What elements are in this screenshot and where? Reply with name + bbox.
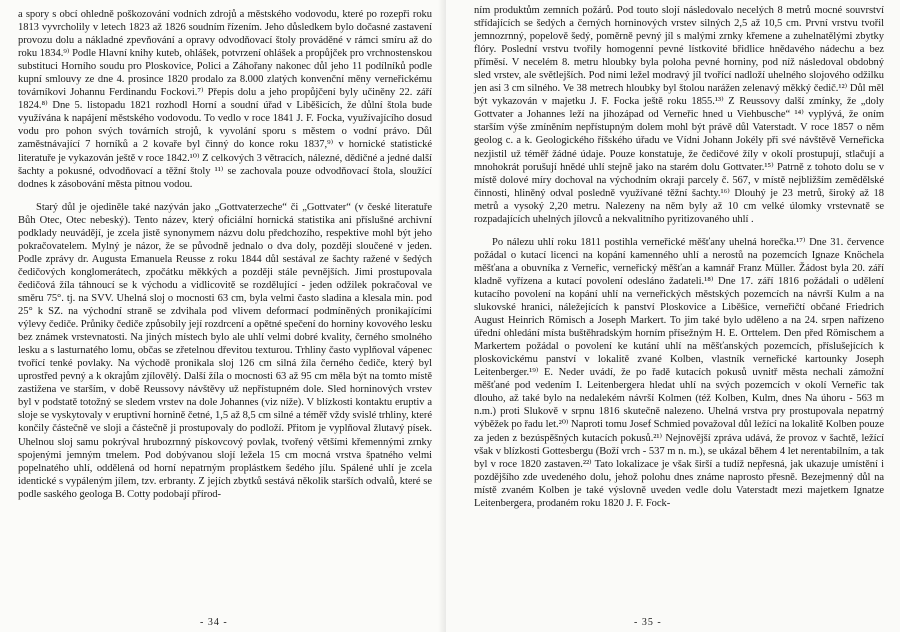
right-page-number: - 35 -	[634, 617, 662, 628]
right-paragraph-2: Po nálezu uhlí roku 1811 postihla verneřické měšťany uhelná horečka.¹⁷⁾ Dne 31. července požádal o kutací licenci na kopání kamenného uhlí a nerostů na pozemcích Ignaze Knöchela měšťana a obuvníka z Verneřic, verneřický měšťan a kamnář Franz Müller. Žádost byla 20. září kladně vyřízena a kutací povolení odesláno žadateli.¹⁸⁾ Dne 17. září 1816 požádali o udělení kutacího povolení na kopání uhlí na verneřických městských pozemcích na návrší Kulm a na slukovské hranici, náležejících k panství Ploskovice a Liběšice, verneřičtí občané Friedrich August Heinrich Römisch a Joseph Markert. To jim také bylo uděleno a na 24. srpen nařízeno úřední ohledání místa buštěhradským horním přísežným H. E. Orttelem. Den před Römischem a Markertem požádal o povolení ke kutání uhlí na měšťanských pozemcích, příslušejících k ploskovickému panství v lokalitě zvané Kolben, vlastník verneřické kartounky Joseph Leitenberger.¹⁹⁾ E. Neder uvádí, že po řadě kutacích pokusů uvnitř města nechali zámožní měšťané pod vedením I. Leitenbergera hledat uhlí na svých pozemcích v okolí Verneřic tak dlouho, až také bylo na nedalekém návrší Kolmen (též Kolben, Kulm, dnes Na úhoru - 563 m n.m.) proti Slukově v srpnu 1816 skutečně nalezeno. Uhelná vrstva pry prostupovala nepatrný výběžek po řadu let.²⁰⁾ Naproti tomu Josef Schmied považoval důl ležící na lokalitě Kolben pouze za jeden z bezúspěšných kutacích pokusů.²¹⁾ Nejnovější zpráva udává, že provoz v šachtě, ležící však v blízkosti Gottesbergu (Boží vrch - 537 m n. m.), se ukázal během 4 let nerentabilním, a tak byl v roce 1820 zastaven.²²⁾ Tato lokalizace je však širší a tudíž nepřesná, jak ukazuje umístění i pozdějšího zde uvedeného dolu, jehož polohu dnes známe naprosto přesně. Bezejmenný důl na místě zvaném Kolben je také výslovně uveden vedle dolu Vaterstadt mezi majetkem Ignatze Leitenbergera, prodaném roku 1820 J. F. Fock-	[474, 236, 884, 509]
left-paragraph-2: Starý důl je ojediněle také nazýván jako „Gottvaterzeche“ či „Gottvater“ (v české literatuře Bůh Otec, Otec nebeský). Tento název, který oficiální hornická statistika ani příslušné archivní podklady neuvádějí, je zcela jistě synonymem názvu dolu předchozího, respektive mohl být jeho pokračovatelem. Mylný je názor, že se původně jednalo o dva doly, později sloučené v jeden. Podle zprávy dr. Augusta Emanuela Reusse z roku 1844 důl sestával ze šachty ražené v šedých čedičových konglomerátech, zpočátku měkkých a později stále pevnějších. Jimi prostupovala čedičová žíla táhnoucí se k východu a vidlicovitě se rozdělující - jeden odžilek pokračoval ve směru 75°. tj. na SVV. Uhelná sloj o mocnosti 63 cm, byla velmi často sladina a klesala min. pod 25° k SZ. na východní straně se zdvihala pod vlivem deformací podmíněných pronikajícími výlevy čediče. Průniky čediče způsobily její rozdrcení a opětné spečení do horniny kovového lesku bez známek vrstevnatosti. Na jiných místech bylo ale uhlí velmi dobré kvality, černého smolného lesku a s lasturnatého lomu, občas se zřetelnou dřevitou texturou. Trhliny často vyplňoval vápenec tvořící tenké povlaky. Na východě pronikala sloj 126 cm silná žíla černého čediče, který byl uprostřed pevný a k okrajům zjílovělý. Další žíla o mocnosti 63 až 95 cm měla být na tomto místě zastižena ve starším, v době Reussovy návštěvy už nepřístupném dole. Sled horninových vrstev byl v podstatě totožný se sledem vrstev na dole Johannes (viz níže). V blízkosti kontaktu eruptiv a sloje se vyskytovaly v eruptivní hornině četné, 1,5 až 8,5 cm silné a téměř vždy svislé trhliny, které končily částečně ve sloji a částečně ji prostupovaly do podloží. Přitom je vyplňoval žlutavý písek. Uhelnou sloj samu pokrýval hrubozrnný pískovcový povlak, tvořený většími křemennými zrnky spojenými jemným tmelem. Pod dobývanou slojí ležela 15 cm mocná vrstva špatného velmi popelnatého uhlí, oddělená od horní nepatrným proplástkem šedého jílu. Spálené uhlí je zcela identické s vypáleným jílem, tzv. erbranty. Z jejích zbytků sestává několik starších odvalů, které se podle saského geologa B. Cotty podobají přírod-	[18, 201, 432, 500]
left-page-number: - 34 -	[200, 617, 228, 628]
left-paragraph-1: a spory s obcí ohledně poškozování vodních zdrojů a městského vodovodu, které po rozepři roku 1813 vyvrcholily v letech 1823 až 1826 soudním řízením. Jeho důsledkem bylo dočasné zastavení provozu dolu a nákladné zpevňování a opravy odvodňovací štoly prováděné v rámci smíru až do roku 1834.⁹⁾ Podle Hlavní knihy kuteb, ohlášek, potvrzení ohlášek a propůjček pro vrchnostenskou substituci Horního soudu pro Ploskovice, Polici a Záhořany nakonec důl jeho 11 podílníků podle kupní smlouvy ze dne 4. prosince 1820 prodalo za 8.000 zlatých konvenční měny verneřickému továrníkovi Johannu Ferdinandu Fockovi.⁷⁾ Přepis dolu a jeho propůjčení byly učiněny 22. září 1824.⁸⁾ Dne 5. listopadu 1821 rozhodl Horní a soudní úřad v Liběšicích, že důlní štola bude využívána k napájení městského vodovodu. To vedlo v roce 1841 J. F. Focka, využívajícího dosud vodu pro pohon svých továrních strojů, k vyvolání sporu s městem o vodní právo. Důl zaměstnávající 7 horníků a 2 kovaře byl činný do konce roku 1837,⁹⁾ v hornické statistické literatuře je vykazován ještě v roce 1842.¹⁰⁾ Z celkových 3 větracích, nálezné, dědičné a jedné další šachty a pokusné, odvodňovací a těžní štoly ¹¹⁾ se zachovala pouze odvodňovací štola, sloužící dodnes k zásobování města pitnou vodou.	[18, 9, 432, 190]
right-page	[446, 0, 900, 632]
right-paragraph-1: ním produktům zemních požárů. Pod touto slojí následovalo necelých 8 metrů mocné souvrství střídajících se šedých a černých horninových vrstev silných 2,5 až 10,5 cm. První vrstvu tvořil jemnozrnný, popelově šedý, poměrně pevný jíl s malými zrnky křemene a zuhelnatělými zbytky flóry. Poslední vrstvu tvořily homogenní pevné lístkovité břidlice hnědavého nádechu a bez příměsí. V necelém 8. metru hloubky byla poloha pevné horniny, pod níž následoval obdobný sled vrstev, ale světlejších. Pod nimi ležel modravý jíl tvořící nadloží uhelného slojového odžilku jen asi 3 cm silného. Ve 38 metrech hloubky byl štolou narážen zelenavý měkký čedič.¹²⁾ Důl měl být vykazován v majetku J. F. Focka ještě roku 1855.¹³⁾ Z Reussovy další zmínky, že „doly Gottvater a Johannes leží na jihozápad od Verneřic hned u Viehbusche“ ¹⁴⁾ vyplývá, že oním starším výše zmíněním nepřístupným dolem mohl být právě důl Vaterstadt. V roce 1857 o něm geolog c. a k. Geologického říšského úřadu ve Vídni Johann Jokély při své návštěvě Verneřicka nezjistil už téměř žádné údaje. Pouze konstatuje, že čedičové žíly v okolí prostupují, stlačují a mnohokrát porušují hnědé uhlí stejně jako na starém dolu Gottvater.¹⁵⁾ Patrně z tohoto dolu se v místě dolové míry dochoval na východním okraji parcely č. 567, v místě nejbližším zemědělské činnosti, hliněný odval posledně využívané těžní šachty.¹⁶⁾ Dlouhý je 23 metrů, široký až 18 metrů a vysoký 2,20 metru. Nalezeny na něm byly až 10 cm velké úlomky vrstevnatě se rozpadajících uhelných jílovců a nekvalitního pyritizovaného uhlí .	[474, 5, 884, 225]
left-page	[0, 0, 446, 632]
